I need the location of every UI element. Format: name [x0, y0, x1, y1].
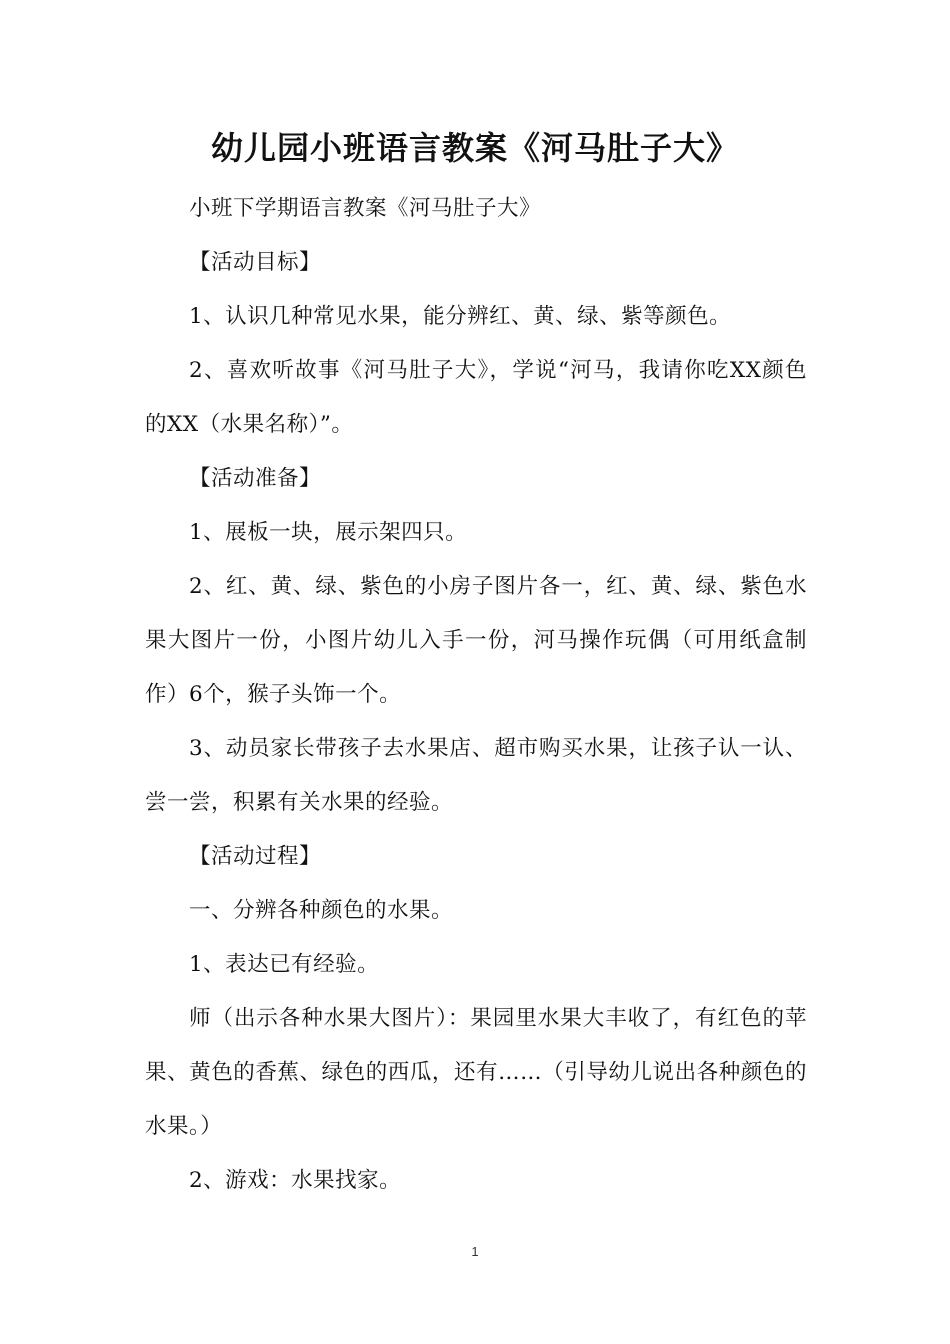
paragraph-goal-2: 2、喜欢听故事《河马肚子大》，学说“河马，我请你吃XX颜色的XX（水果名称）”。 — [145, 358, 807, 437]
section-heading-preparation: 【活动准备】 — [189, 466, 322, 491]
paragraph-prep-2: 2、红、黄、绿、紫色的小房子图片各一，红、黄、绿、紫色水果大图片一份，小图片幼儿入手一份，河马操作玩偶（可用纸盒制作）6个，猴子头饰一个。 — [145, 574, 807, 707]
paragraph-process-1-1: 1、表达已有经验。 — [189, 952, 380, 977]
paragraph-teacher-speech: 师（出示各种水果大图片）：果园里水果大丰收了，有红色的苹果、黄色的香蕉、绿色的西瓜，还有……（引导幼儿说出各种颜色的水果。） — [145, 1006, 807, 1139]
paragraph-process-1-2: 2、游戏：水果找家。 — [189, 1168, 402, 1193]
section-heading-goals: 【活动目标】 — [189, 250, 322, 275]
section-heading-process: 【活动过程】 — [189, 844, 322, 869]
paragraph-prep-1: 1、展板一块，展示架四只。 — [189, 520, 468, 545]
paragraph-goal-1: 1、认识几种常见水果，能分辨红、黄、绿、紫等颜色。 — [189, 304, 732, 329]
paragraph-subtitle: 小班下学期语言教案《河马肚子大》 — [189, 196, 542, 221]
document-body — [145, 190, 807, 1216]
paragraph-process-step-1: 一、分辨各种颜色的水果。 — [189, 898, 454, 923]
document-title: 幼儿园小班语言教案《河马肚子大》 — [210, 129, 739, 167]
paragraph-prep-3: 3、动员家长带孩子去水果店、超市购买水果，让孩子认一认、尝一尝，积累有关水果的经验。 — [145, 736, 807, 815]
page-number: 1 — [471, 1244, 479, 1259]
